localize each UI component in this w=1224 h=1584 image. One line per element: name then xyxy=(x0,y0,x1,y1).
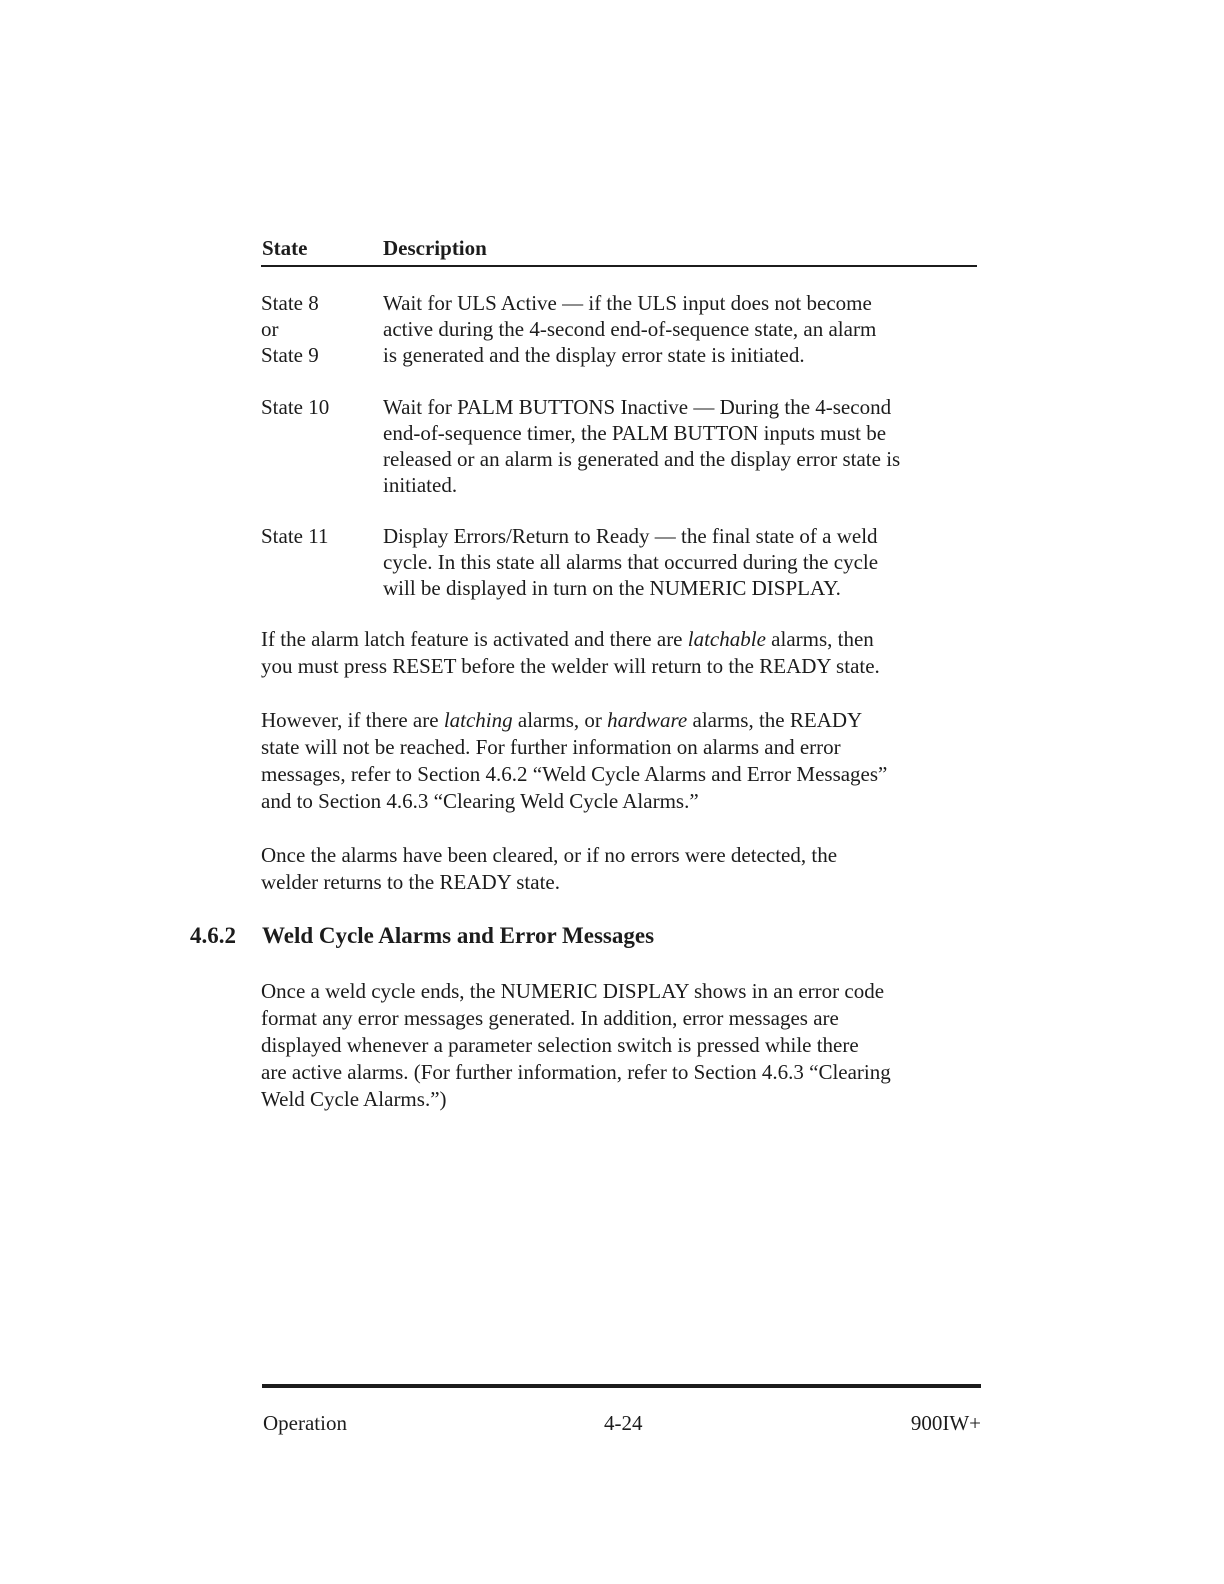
table-header-state: State xyxy=(262,236,308,260)
footer-model: 900IW+ xyxy=(910,1411,981,1435)
description-cell: Wait for ULS Active — if the ULS input does not become active during the 4-second end-of-sequence state, an alarm is generated and the display error state is initiated. xyxy=(383,291,877,367)
description-cell: Wait for PALM BUTTONS Inactive — During the 4-second end-of-sequence timer, the PALM BUTTON inputs must be released or an alarm is generated and the display error state is initiated. xyxy=(383,395,901,497)
paragraph-weld-cycle-alarms: Once a weld cycle ends, the NUMERIC DISPLAY shows in an error code format any error messages generated. In addition, error messages are displayed whenever a parameter selection switch is pressed while there are active alarms. (For further information, refer to Section 4.6.3 “Clearing Weld Cycle Alarms.”) xyxy=(261,979,891,1111)
page-number: 4-24 xyxy=(604,1411,643,1435)
state-cell: State 11 xyxy=(261,524,329,548)
section-number: 4.6.2 xyxy=(190,923,236,948)
section-title: Weld Cycle Alarms and Error Messages xyxy=(262,923,655,948)
description-cell: Display Errors/Return to Ready — the final state of a weld cycle. In this state all alarms that occurred during the cycle will be displayed in turn on the NUMERIC DISPLAY. xyxy=(383,524,879,600)
table-header-description: Description xyxy=(383,236,487,260)
paragraph-latching-alarms: However, if there are latching alarms, or hardware alarms, the READY state will not be reached. For further information on alarms and error messages, refer to Section 4.6.2 “Weld Cycle Alarms and Error Messages” and to Section 4.6.3 “Clearing Weld Cycle Alarms.” xyxy=(261,708,888,813)
table-header-rule xyxy=(261,265,977,267)
footer-chapter: Operation xyxy=(263,1411,347,1435)
paragraph-alarm-latch: If the alarm latch feature is activated and there are latchable alarms, then you must press RESET before the welder will return to the READY state. xyxy=(261,627,880,678)
state-cell: State 10 xyxy=(261,395,330,419)
footer-rule xyxy=(262,1384,981,1388)
paragraph-alarms-cleared: Once the alarms have been cleared, or if no errors were detected, the welder returns to the READY state. xyxy=(261,843,838,894)
state-cell: State 8 or State 9 xyxy=(261,291,319,367)
